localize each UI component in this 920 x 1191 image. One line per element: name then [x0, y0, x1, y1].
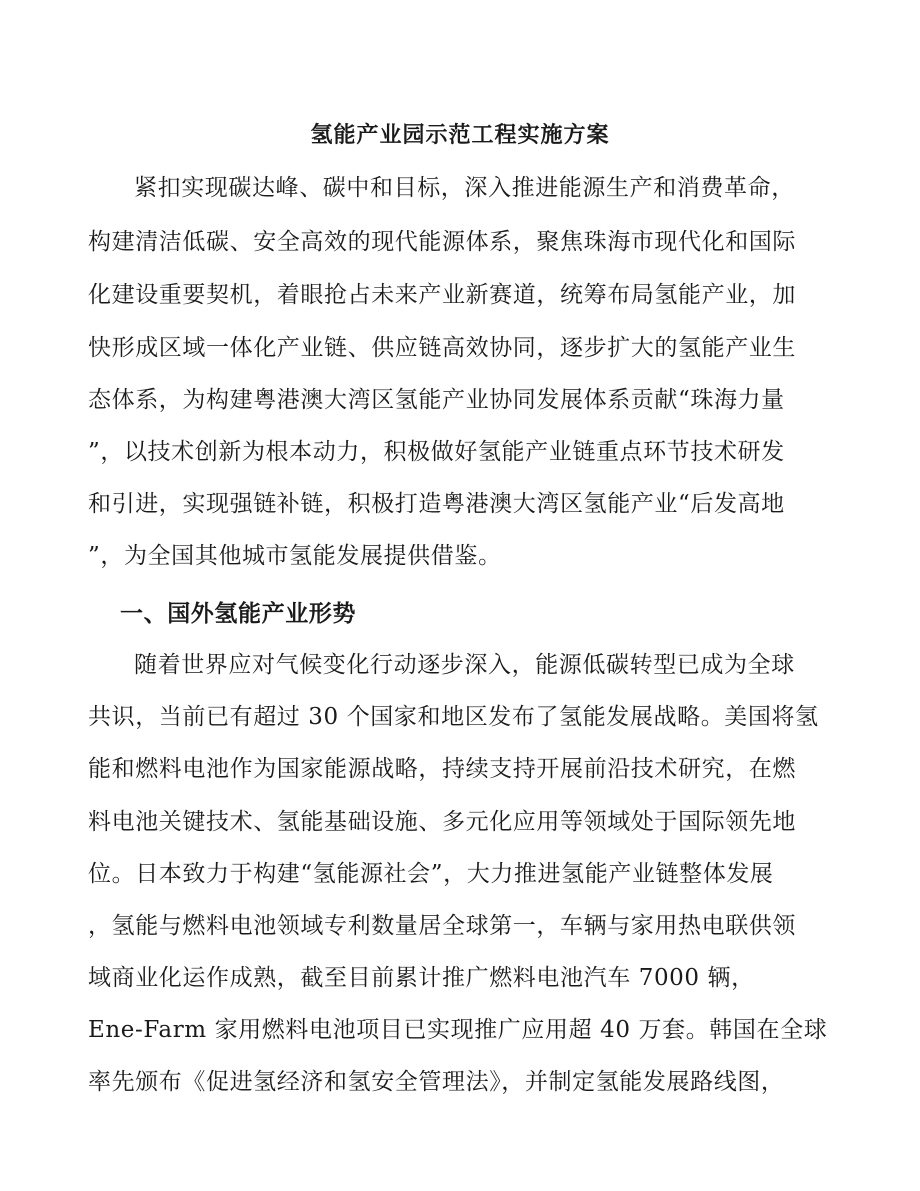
section-line: 域商业化运作成熟，截至目前累计推广燃料电池汽车 7000 辆， — [88, 965, 755, 991]
section-line: 料电池关键技术、氢能基础设施、多元化应用等领域处于国际领先地 — [88, 809, 796, 835]
intro-line: ”，以技术创新为根本动力，积极做好氢能产业链重点环节技术研发 — [88, 439, 785, 465]
intro-line: 和引进，实现强链补链，积极打造粤港澳大湾区氢能产业“后发高地 — [88, 491, 785, 517]
intro-line: 构建清洁低碳、安全高效的现代能源体系，聚焦珠海市现代化和国际 — [88, 229, 796, 255]
section-line: 随着世界应对气候变化行动逐步深入，能源低碳转型已成为全球 — [134, 652, 795, 678]
section-line: ，氢能与燃料电池领域专利数量居全球第一，车辆与家用热电联供领 — [88, 913, 796, 939]
intro-line: 紧扣实现碳达峰、碳中和目标，深入推进能源生产和消费革命， — [134, 175, 795, 201]
section-line: 位。日本致力于构建“氢能源社会”，大力推进氢能产业链整体发展 — [88, 861, 774, 887]
section-line: Ene-Farm 家用燃料电池项目已实现推广应用超 40 万套。韩国在全球 — [88, 1017, 828, 1043]
intro-line: 快形成区域一体化产业链、供应链高效协同，逐步扩大的氢能产业生 — [88, 335, 796, 361]
document-title: 氢能产业园示范工程实施方案 — [310, 122, 610, 148]
section-line: 共识，当前已有超过 30 个国家和地区发布了氢能发展战略。美国将氢 — [88, 704, 819, 730]
intro-line: 化建设重要契机，着眼抢占未来产业新赛道，统筹布局氢能产业，加 — [88, 282, 796, 308]
intro-line: 态体系，为构建粤港澳大湾区氢能产业协同发展体系贡献“珠海力量 — [88, 387, 785, 413]
section-line: 能和燃料电池作为国家能源战略，持续支持开展前沿技术研究，在燃 — [88, 756, 796, 782]
section-line: 率先颁布《促进氢经济和氢安全管理法》，并制定氢能发展路线图， — [88, 1069, 785, 1095]
section-heading: 一、国外氢能产业形势 — [120, 600, 356, 627]
intro-line: ”，为全国其他城市氢能发展提供借鉴。 — [88, 543, 502, 569]
